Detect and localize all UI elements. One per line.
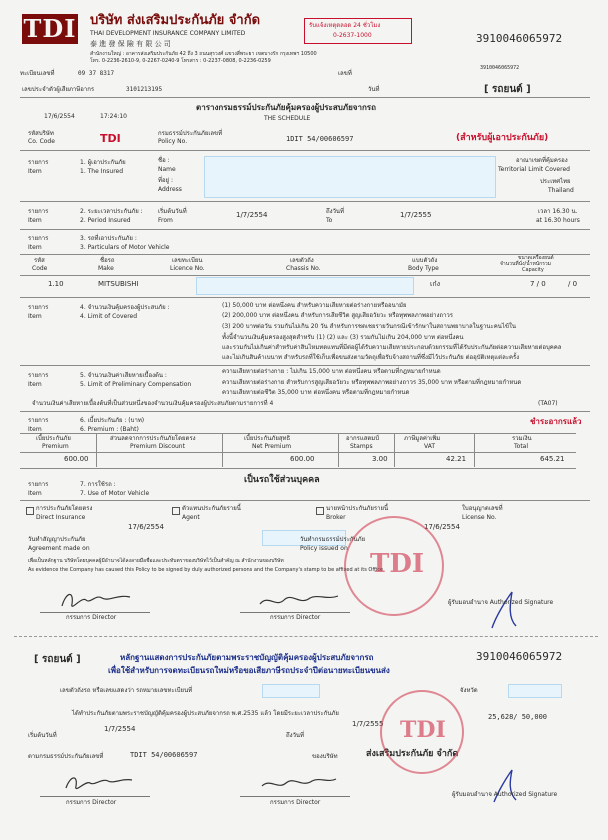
tax-id-value: 3101213195 [126, 86, 163, 93]
receipt-company-value: ส่งเสริมประกันภัย จำกัด [366, 749, 459, 759]
limit-line-5: และรวมกันไม่เกินค่าสำหรับค่าสินไหมทดแทนที่มีต่อผู้ได้รับความเสียหายประกอบด้วยกรรมที่ได้รับประกันภัยต่อความเสียหายต่อบุคคล [222, 344, 562, 351]
item7-title-en: 7. Use of Motor Vehicle [80, 490, 150, 497]
col-capacity-th2: จำนวนที่นั่ง/น้ำหนักรวม [500, 261, 551, 267]
item6-title-en: 6. Premium : (Baht) [80, 426, 139, 433]
item7-label-en: Item [28, 490, 42, 497]
schedule-title-th: ตารางกรมธรรม์ประกันภัยคุ้มครองผู้ประสบภัยจากรถ [196, 103, 376, 112]
col-make-en: Make [98, 265, 114, 272]
item2-label-th: รายการ [28, 208, 49, 215]
co-code-value: TDI [100, 132, 121, 145]
redacted-vehicle-ids [196, 277, 414, 295]
premium-header-th: เบี้ยประกันภัย [36, 435, 71, 442]
authorized-signature [482, 588, 522, 632]
to-label-th: ถึงวันที่ [326, 208, 344, 215]
item1-title-th: 1. ผู้เอาประกันภัย [80, 159, 126, 166]
schedule-title-en: THE SCHEDULE [264, 115, 311, 122]
premium-col-sep-4 [394, 433, 395, 467]
item3-title-en: 3. Particulars of Motor Vehicle [80, 244, 170, 251]
item7-label-th: รายการ [28, 481, 49, 488]
item6-title-th: 6. เบี้ยประกันภัย : (บาท) [80, 417, 145, 424]
receipt-title-2: เพื่อใช้สำหรับการจดทะเบียนรถใหม่หรือขอเสียภาษีรถประจำปีต่อนายทะเบียนขนส่ง [108, 666, 390, 675]
item3-label-en: Item [28, 244, 42, 251]
agent-label-en: Agent [182, 514, 200, 521]
vehicle-body: เก๋ง [430, 280, 441, 288]
receipt-from-label: เริ่มต้นวันที่ [28, 732, 57, 739]
divider-1 [20, 150, 590, 151]
to-label-en: To [326, 217, 333, 224]
item4-label-th: รายการ [28, 304, 49, 311]
receipt-director2-signature [258, 774, 338, 796]
perforation-line [14, 636, 598, 637]
col-licence-en: Licence No. [170, 265, 205, 272]
vehicle-code: 1.10 [48, 280, 64, 288]
name-label-th: ชื่อ : [158, 157, 170, 164]
hotline-label: รับแจ้งเหตุตลอด 24 ชั่วโมง [309, 22, 381, 29]
stamp-paid-label: ชำระอากรแล้ว [530, 417, 582, 426]
receipt-director1-line [40, 796, 150, 797]
evidence-text-th: เพื่อเป็นหลักฐาน บริษัทโดยบุคคลผู้มีอำนาจได้ลงลายมือชื่อและประทับตราของบริษัทไว้เป็นสำคัญ ณ สำนักงานของบริษัท [28, 558, 284, 564]
col-capacity-en: Capacity [522, 267, 544, 273]
registration-value: 09 37 8317 [78, 70, 115, 77]
total-header-en: Total [514, 443, 529, 450]
item2-title-th: 2. ระยะเวลาประกันภัย : [80, 208, 143, 215]
compensation-line-2: ความเสียหายต่อร่างกาย สำหรับการสูญเสียอวัยวะ หรือทุพพลภาพอย่างถาวร 35,000 บาท หรือตามที่กฎหมายกำหนด [222, 379, 522, 386]
limit-line-3: (3) 200 บาทต่อวัน รวมกันไม่เกิน 20 วัน สำหรับการชดเชยรายวันกรณีเข้ารักษาในสถานพยาบาลในฐานะคนไข้ใน [222, 323, 516, 330]
issued-label-en: Policy issued on [300, 545, 348, 552]
receipt-authorized-label: ผู้รับมอบอำนาจ Authorized Signature [452, 791, 558, 798]
director1-line [40, 612, 150, 613]
director2-line [240, 612, 350, 613]
redacted-receipt-province [508, 684, 562, 698]
vat-value: 42.21 [446, 455, 467, 463]
limit-line-1: (1) 50,000 บาท ต่อหนึ่งคน สำหรับความเสียหายต่อร่างกายหรืออนามัย [222, 302, 407, 309]
receipt-director1-signature [60, 772, 136, 796]
col-make-th: ชื่อรถ [100, 257, 115, 264]
redacted-receipt-chassis [262, 684, 320, 698]
name-label-en: Name [158, 166, 176, 173]
premium-header-en: Premium [42, 443, 69, 450]
address-label-en: Address [158, 186, 182, 193]
agent-checkbox [172, 507, 180, 515]
seal-text-1: TDI [370, 549, 425, 579]
broker-checkbox [316, 507, 324, 515]
director1-signature [56, 588, 136, 614]
divider-4 [20, 297, 590, 298]
item5-label-th: รายการ [28, 372, 49, 379]
vat-header-th: ภาษีมูลค่าเพิ่ม [404, 435, 441, 442]
premium-col-sep-3 [338, 433, 339, 467]
company-name-cn: 泰 進 發 保 險 有 限 公 司 [90, 40, 171, 48]
receipt-director1-label: กรรมการ Director [66, 799, 117, 806]
policy-no-th: กรมธรรม์ประกันภัยเลขที่ [158, 130, 223, 137]
col-code-th: รหัส [34, 257, 45, 264]
receipt-limit-value: 25,628/ 50,000 [488, 713, 548, 721]
item6-label-th: รายการ [28, 417, 49, 424]
director2-label: กรรมการ Director [270, 614, 321, 621]
vehicle-header-bottom [20, 275, 590, 276]
limit-line-6: และไม่เกินสินค้าเบนาท สำหรับรถที่ใช้เก็บเพื่อขนส่งตามวัตถุเพื่อรับจ้างสถานที่ซึ่งมีไว้ประกันภัย ต่ออุบัติเหตุแต่ละครั้ง [222, 354, 520, 361]
time-th: เวลา 16.30 น. [538, 208, 578, 215]
receipt-doc-number: 3910046065972 [476, 650, 563, 663]
item4-title-th: 4. จำนวนเงินคุ้มครองผู้ประสบภัย : [80, 304, 170, 311]
policy-no-value: 1DIT 54/00606597 [286, 135, 354, 143]
vehicle-make: MITSUBISHI [98, 280, 139, 288]
vehicle-tag: [ รถยนต์ ] [484, 84, 531, 95]
col-chassis-th: เลขตัวถัง [290, 257, 314, 264]
seal-logo-2 [400, 714, 446, 746]
time-en: at 16.30 hours [536, 217, 580, 224]
issue-time: 17:24:10 [100, 113, 127, 120]
divider-3 [20, 229, 590, 230]
agreement-date-value: 17/6/2554 [128, 523, 164, 531]
item2-title-en: 2. Period Insured [80, 217, 131, 224]
agreement-label-en: Agreement made on [28, 545, 90, 552]
item4-label-en: Item [28, 313, 42, 320]
vat-header-en: VAT [424, 443, 436, 450]
vehicle-capacity-extra: / 0 [568, 280, 578, 288]
item5-title-en: 5. Limit of Preliminary Compensation [80, 381, 192, 388]
license-label-en: License No. [462, 514, 497, 521]
divider-5 [20, 365, 590, 366]
company-name-en: THAI DEVELOPMENT INSURANCE COMPANY LIMITED [90, 30, 246, 37]
premium-value: 600.00 [64, 455, 89, 463]
hotline-box [304, 18, 412, 44]
insured-copy-label: (สำหรับผู้เอาประกันภัย) [456, 133, 549, 143]
premium-col-sep-5 [474, 433, 475, 467]
registration-label: ทะเบียนเลขที่ [20, 70, 55, 77]
item2-label-en: Item [28, 217, 42, 224]
stamps-header-en: Stamps [350, 443, 373, 450]
receipt-vehicle-tag: [ รถยนต์ ] [34, 654, 81, 665]
item1-title-en: 1. The Insured [80, 168, 124, 175]
premium-col-sep-2 [222, 433, 223, 467]
co-code-th: รหัสบริษัท [28, 130, 54, 137]
item1-label-th: รายการ [28, 159, 49, 166]
authorized-label: ผู้รับมอบอำนาจ Authorized Signature [448, 599, 554, 606]
receipt-to-label: ถึงวันที่ [286, 732, 304, 739]
item7-title-th: 7. การใช้รถ : [80, 481, 116, 488]
receipt-to-value: 1/7/2555 [352, 720, 384, 728]
license-label-th: ใบอนุญาตเลขที่ [462, 505, 503, 512]
document-number-small: 3910046065972 [480, 65, 520, 71]
from-label-th: เริ่มต้นวันที่ [158, 208, 187, 215]
item5-label-en: Item [28, 381, 42, 388]
territory-value-th: ประเทศไทย [540, 178, 571, 185]
from-label-en: From [158, 217, 173, 224]
from-value: 1/7/2554 [236, 211, 268, 219]
hotline-number: 0-2637-1000 [333, 32, 372, 39]
company-address: สำนักงานใหญ่ : อาคารส่งเสริมประกันภัย 42 ถึง 3 ถนนสุรวงศ์ แขวงสี่พระยา เขตบางรัก กรุงเทพฯ 10500 [90, 51, 317, 57]
premium-table [20, 433, 576, 469]
date-label: วันที่ [368, 86, 380, 93]
agent-label-th: ตัวแทนประกันภัยรายนี้ [182, 505, 241, 512]
limit-line-2: (2) 200,000 บาท ต่อหนึ่งคน สำหรับการเสียชีวิต สูญเสียอวัยวะ หรือทุพพลภาพอย่างถาวร [222, 312, 453, 319]
number-label: เลขที่ [338, 70, 352, 77]
policy-no-en: Policy No. [158, 138, 188, 145]
limit-line-4: ทั้งนี้จำนวนเงินคุ้มครองสูงสุดสำหรับ (1) (2) และ (3) รวมกันไม่เกิน 204,000 บาท ต่อหนึ่งคน [222, 334, 464, 341]
territory-label-th: อาณาเขตที่คุ้มครอง [516, 157, 568, 164]
col-code-en: Code [32, 265, 48, 272]
item6-label-en: Item [28, 426, 42, 433]
address-label-th: ที่อยู่ : [158, 177, 174, 184]
co-code-en: Co. Code [28, 138, 55, 145]
col-licence-th: เลขทะเบียน [172, 257, 203, 264]
to-value: 1/7/2555 [400, 211, 432, 219]
logo-text: TDI [23, 14, 77, 43]
director1-label: กรรมการ Director [66, 614, 117, 621]
total-value: 645.21 [540, 455, 565, 463]
net-premium-value: 600.00 [290, 455, 315, 463]
document-number: 3910046065972 [476, 32, 563, 45]
broker-label-th: นายหน้าประกันภัยรายนี้ [326, 505, 389, 512]
director2-signature [256, 590, 342, 614]
company-phone: โทร. 0-2236-2610-9, 0-2267-0240-9 โทรสาร : 0-2237-0808, 0-2236-0259 [90, 58, 271, 64]
territory-label-en: Territorial Limit Covered [498, 166, 570, 173]
divider-7 [20, 500, 590, 501]
discount-header-th: ส่วนลดจากการประกันภัยโดยตรง [110, 435, 196, 442]
vehicle-capacity: 7 / 0 [530, 280, 546, 288]
receipt-authorized-signature [486, 766, 522, 806]
compensation-line-3: ความเสียหายต่อชีวิต 35,000 บาท ต่อหนึ่งคน หรือตามที่กฎหมายกำหนด [222, 389, 410, 396]
issued-date-value: 17/6/2554 [424, 523, 460, 531]
receipt-company-label: ของบริษัท [312, 753, 338, 760]
net-header-en: Net Premium [252, 443, 292, 450]
compensation-note: จำนวนเงินค่าเสียหายเบื้องต้นที่เป็นส่วนหนึ่งของจำนวนเงินคุ้มครองผู้ประสบภัยตามรายการที่ 4 [32, 400, 274, 407]
receipt-director2-line [240, 796, 350, 797]
issue-date: 17/6/2554 [44, 113, 75, 120]
code-ta07: (TA07) [538, 400, 558, 407]
issued-label-th: วันทำกรมธรรม์ประกันภัย [300, 536, 366, 543]
receipt-insured-text: ได้ทำประกันภัยตามพระราชบัญญัติคุ้มครองผู้ประสบภัยจากรถ พ.ศ.2535 แล้ว โดยมีระยะเวลาประกันภัย [72, 710, 339, 717]
evidence-text-en: As evidence the Company has caused this Policy to be signed by duly authorized persons and the Company's stamp to be affixed at its Office [28, 567, 384, 573]
item4-title-en: 4. Limit of Covered [80, 313, 138, 320]
net-header-th: เบี้ยประกันภัยสุทธิ [244, 435, 291, 442]
discount-header-en: Premium Discount [130, 443, 185, 450]
top-divider [20, 97, 590, 98]
territory-value-en: Thailand [548, 187, 574, 194]
stamps-header-th: อากรแสตมป์ [346, 435, 380, 442]
receipt-director2-label: กรรมการ Director [270, 799, 321, 806]
use-value: เป็นรถใช้ส่วนบุคคล [244, 475, 320, 485]
premium-col-sep-1 [96, 433, 97, 467]
total-header-th: รวมเงิน [512, 435, 532, 442]
redacted-insured-details [204, 156, 496, 198]
receipt-chassis-label: เลขตัวถังรถ หรือเลขแสดงว่า รถหมายเลขทะเบียนที่ [60, 687, 193, 694]
agreement-label-th: วันทำสัญญาประกันภัย [28, 536, 86, 543]
receipt-province-label: จังหวัด [460, 687, 478, 694]
col-body-en: Body Type [408, 265, 439, 272]
item1-label-en: Item [28, 168, 42, 175]
direct-label-th: การประกันภัยโดยตรง [36, 505, 93, 512]
vehicle-header-top [20, 254, 590, 255]
col-body-th: แบบตัวถัง [412, 257, 438, 264]
company-name-th: บริษัท ส่งเสริมประกันภัย จำกัด [90, 13, 261, 28]
receipt-policy-value: TDIT 54/00606597 [130, 751, 198, 759]
company-logo [22, 14, 78, 44]
receipt-from-value: 1/7/2554 [104, 725, 136, 733]
direct-label-en: Direct Insurance [36, 514, 86, 521]
seal-text-2: TDI [400, 717, 446, 743]
direct-checkbox [26, 507, 34, 515]
receipt-title-1: หลักฐานแสดงการประกันภัยตามพระราชบัญญัติคุ้มครองผู้ประสบภัยจากรถ [120, 653, 374, 662]
col-chassis-en: Chassis No. [286, 265, 321, 272]
receipt-policy-label: ตามกรมธรรม์ประกันภัยเลขที่ [28, 753, 104, 760]
item3-label-th: รายการ [28, 235, 49, 242]
item3-title-th: 3. รถที่เอาประกันภัย : [80, 235, 137, 242]
divider-2 [20, 201, 590, 202]
company-seal-2 [380, 690, 464, 774]
item5-title-th: 5. จำนวนเงินค่าเสียหายเบื้องต้น : [80, 372, 167, 379]
compensation-line-1: ความเสียหายต่อร่างกาย : ไม่เกิน 15,000 บาท ต่อหนึ่งคน หรือตามที่กฎหมายกำหนด [222, 368, 441, 375]
premium-table-mid [20, 452, 576, 453]
seal-logo-1 [370, 546, 425, 582]
divider-6 [20, 411, 590, 412]
broker-label-en: Broker [326, 514, 346, 521]
company-seal-1 [344, 516, 444, 616]
col-capacity-th: ขนาดเครื่องยนต์ [518, 255, 554, 261]
tax-id-label: เลขประจำตัวผู้เสียภาษีอากร [22, 86, 95, 93]
stamps-value: 3.00 [372, 455, 388, 463]
